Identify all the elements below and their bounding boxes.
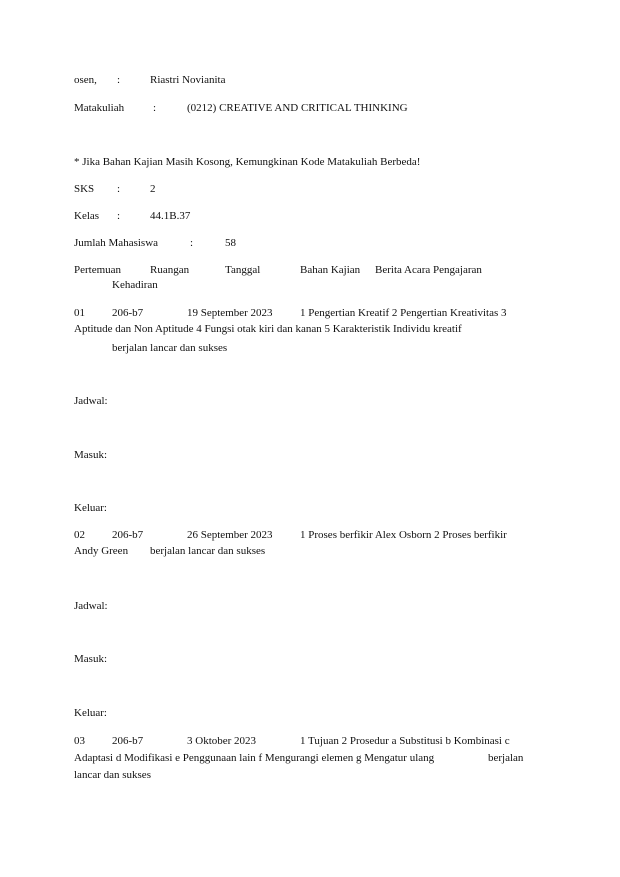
meeting-1-topic-line2: Aptitude dan Non Aptitude 4 Fungsi otak kiri dan kanan 5 Karakteristik Individu kreatif	[74, 323, 462, 335]
header-pertemuan: Pertemuan	[74, 264, 122, 276]
meeting-1-keluar-label: Keluar:	[74, 502, 107, 514]
matkul-label: Matakuliah	[74, 102, 125, 114]
dosen-label: osen,	[74, 74, 97, 86]
meeting-2-topic-line2: Andy Green	[74, 545, 129, 557]
meeting-3-report-start: berjalan	[488, 752, 524, 764]
kelas-label: Kelas	[74, 210, 100, 222]
dosen-value: Riastri Novianita	[150, 74, 226, 86]
sks-value: 2	[150, 183, 156, 195]
meeting-3-report-end: lancar dan sukses	[74, 769, 151, 781]
meeting-1-topic-line1: 1 Pengertian Kreatif 2 Pengertian Kreativitas 3	[300, 307, 507, 319]
meeting-2-date: 26 September 2023	[187, 529, 273, 541]
meeting-1-room: 206-b7	[112, 307, 144, 319]
matkul-value: (0212) CREATIVE AND CRITICAL THINKING	[187, 102, 408, 114]
meeting-2-jadwal-label: Jadwal:	[74, 600, 108, 612]
meeting-2-masuk-label: Masuk:	[74, 653, 107, 665]
jumlah-colon: :	[190, 237, 194, 249]
kelas-colon: :	[117, 210, 121, 222]
meeting-1-masuk-label: Masuk:	[74, 449, 107, 461]
meeting-3-topic-line1: 1 Tujuan 2 Prosedur a Substitusi b Kombinasi c	[300, 735, 510, 747]
sks-label: SKS	[74, 183, 95, 195]
meeting-3-topic-line2: Adaptasi d Modifikasi e Penggunaan lain f Mengurangi elemen g Mengatur ulang	[74, 752, 435, 764]
meeting-2-no: 02	[74, 529, 85, 541]
note-text: * Jika Bahan Kajian Masih Kosong, Kemungkinan Kode Matakuliah Berbeda!	[74, 156, 421, 168]
dosen-colon: :	[117, 74, 121, 86]
meeting-2-topic-line1: 1 Proses berfikir Alex Osborn 2 Proses berfikir	[300, 529, 507, 541]
meeting-2-room: 206-b7	[112, 529, 144, 541]
meeting-3-room: 206-b7	[112, 735, 144, 747]
sks-colon: :	[117, 183, 121, 195]
meeting-2-report: berjalan lancar dan sukses	[150, 545, 266, 557]
kelas-value: 44.1B.37	[150, 210, 191, 222]
header-kehadiran: Kehadiran	[112, 279, 158, 291]
header-bahan-kajian: Bahan Kajian	[300, 264, 361, 276]
matkul-colon: :	[153, 102, 157, 114]
header-ruangan: Ruangan	[150, 264, 190, 276]
jumlah-value: 58	[225, 237, 236, 249]
jumlah-label: Jumlah Mahasiswa	[74, 237, 159, 249]
meeting-1-date: 19 September 2023	[187, 307, 273, 319]
header-tanggal: Tanggal	[225, 264, 261, 276]
meeting-1-no: 01	[74, 307, 85, 319]
meeting-1-jadwal-label: Jadwal:	[74, 395, 108, 407]
meeting-3-no: 03	[74, 735, 85, 747]
header-berita-acara: Berita Acara Pengajaran	[375, 264, 482, 276]
meeting-1-report: berjalan lancar dan sukses	[112, 342, 228, 354]
meeting-3-date: 3 Oktober 2023	[187, 735, 257, 747]
meeting-2-keluar-label: Keluar:	[74, 707, 107, 719]
